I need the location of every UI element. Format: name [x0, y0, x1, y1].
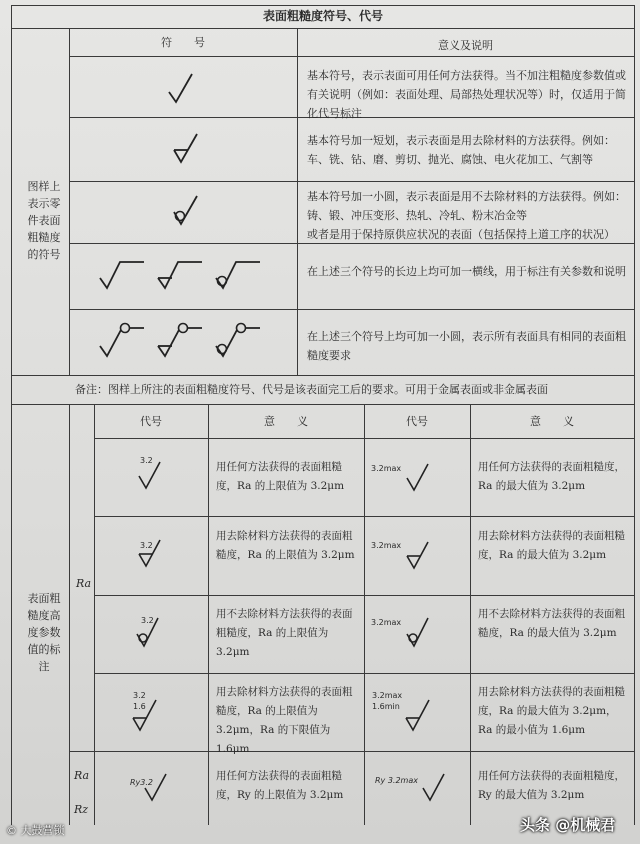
ry-label: Rz	[74, 803, 89, 816]
row-group-label: 图样上表示零件表面粗糙度的符号	[27, 180, 61, 261]
row-description: 基本符号加一小圆，表示表面是用不去除材料的方法获得。例如：铸、锻、冲压变形、热轧、冷轧、粉末冶金等 或者是用于保持原供应状况的表面（包括保持上道工序的状况）	[307, 190, 626, 241]
code-meaning: 用任何方法获得的表面粗糙度，Ry 的最大值为 3.2μm	[478, 770, 625, 801]
code-value: 3.2max	[371, 464, 402, 473]
watermark-right: 头条 @机械君	[520, 816, 616, 834]
rule	[94, 595, 635, 596]
row-group-label: 表面粗糙度高度参数值的标注	[27, 592, 61, 673]
code-value: 1.6min	[372, 702, 400, 711]
code-value: 3.2	[133, 691, 146, 700]
check-with-circle-icons	[98, 320, 268, 362]
rule	[11, 404, 635, 405]
rule	[69, 309, 635, 310]
code-meaning: 用任何方法获得的表面粗糙度，Ra 的最大值为 3.2μm	[478, 461, 625, 492]
rule	[94, 438, 635, 439]
ra-label: Ra	[74, 769, 90, 782]
header-symbol: 符 号	[161, 36, 205, 49]
code-value: 3.2	[141, 616, 154, 625]
watermark-left: © 大鼓营锁	[6, 824, 65, 837]
rule	[69, 56, 635, 57]
code-value: 3.2max	[372, 691, 403, 700]
row-description: 基本符号加一短划，表示表面是用去除材料的方法获得。例如：车、铣、钻、磨、剪切、抛光、腐蚀、电火花加工、气割等	[307, 134, 615, 166]
code-value: 3.2max	[371, 541, 402, 550]
rule	[94, 673, 635, 674]
roughness-code-icon	[404, 538, 434, 572]
code-meaning: 用去除材料方法获得的表面粗糙度，Ra 的上限值为 3.2μm，Ra 的下限值为 1.6μm	[216, 686, 353, 755]
code-meaning: 用任何方法获得的表面粗糙度，Ry 的上限值为 3.2μm	[216, 770, 344, 801]
rule	[94, 404, 95, 825]
code-meaning: 用不去除材料方法获得的表面粗糙度，Ra 的最大值为 3.2μm	[478, 608, 625, 639]
rule	[69, 181, 635, 182]
row-description: 在上述三个符号上均可加一小圆，表示所有表面具有相同的表面粗糙度要求	[307, 330, 626, 362]
row-description: 在上述三个符号的长边上均可加一横线，用于标注有关参数和说明	[307, 265, 626, 278]
roughness-code-icon	[404, 462, 434, 496]
code-meaning: 用去除材料方法获得的表面粗糙度，Ra 的最大值为 3.2μm，Ra 的最小值为 1.6μm	[478, 686, 625, 736]
basic-check-icon	[165, 70, 195, 106]
border-top	[11, 5, 635, 6]
triangle-check-icon	[170, 130, 200, 166]
code-value: 3.2max	[371, 618, 402, 627]
rule	[364, 404, 365, 825]
border-left	[11, 5, 12, 825]
rule	[69, 404, 70, 825]
code-value: 3.2	[140, 541, 153, 550]
code-meaning: 用去除材料方法获得的表面粗糙度，Ra 的上限值为 3.2μm	[216, 530, 355, 561]
code-meaning: 用任何方法获得的表面粗糙度，Ra 的上限值为 3.2μm	[216, 461, 345, 492]
note-text: 备注：图样上所注的表面粗糙度符号、代号是该表面完工后的要求。可用于金属表面或非金属表面	[75, 383, 548, 396]
header-meaning: 意义及说明	[438, 39, 493, 52]
rule	[297, 28, 298, 375]
rule	[11, 375, 635, 376]
code-meaning: 用不去除材料方法获得的表面粗糙度，Ra 的上限值为 3.2μm	[216, 608, 353, 658]
rule	[11, 28, 635, 29]
ra-label: Ra	[76, 577, 92, 590]
table-title: 表面粗糙度符号、代号	[262, 9, 383, 23]
check-with-line-icons	[98, 256, 268, 296]
rule	[208, 404, 209, 825]
roughness-code-icon	[420, 772, 450, 806]
header-meaning: 意 义	[264, 415, 308, 428]
code-meaning: 用去除材料方法获得的表面粗糙度，Ra 的最大值为 3.2μm	[478, 530, 625, 561]
rule	[470, 404, 471, 825]
roughness-code-icon	[404, 614, 434, 650]
code-value: Ry3.2	[130, 778, 154, 787]
rule	[94, 516, 635, 517]
code-value: Ry 3.2max	[375, 776, 418, 785]
header-code: 代号	[140, 415, 162, 428]
border-right	[634, 5, 635, 825]
header-meaning: 意 义	[530, 415, 574, 428]
rule	[69, 28, 70, 375]
row-description: 基本符号，表示表面可用任何方法获得。当不加注粗糙度参数值或有关说明（例如：表面处理、局部热处理状况等）时，仅适用于简化代号标注	[307, 69, 626, 120]
roughness-code-icon	[403, 696, 437, 736]
circle-check-icon	[170, 192, 200, 228]
header-code: 代号	[406, 415, 428, 428]
code-value: 3.2	[140, 456, 153, 465]
code-value: 1.6	[133, 702, 146, 711]
